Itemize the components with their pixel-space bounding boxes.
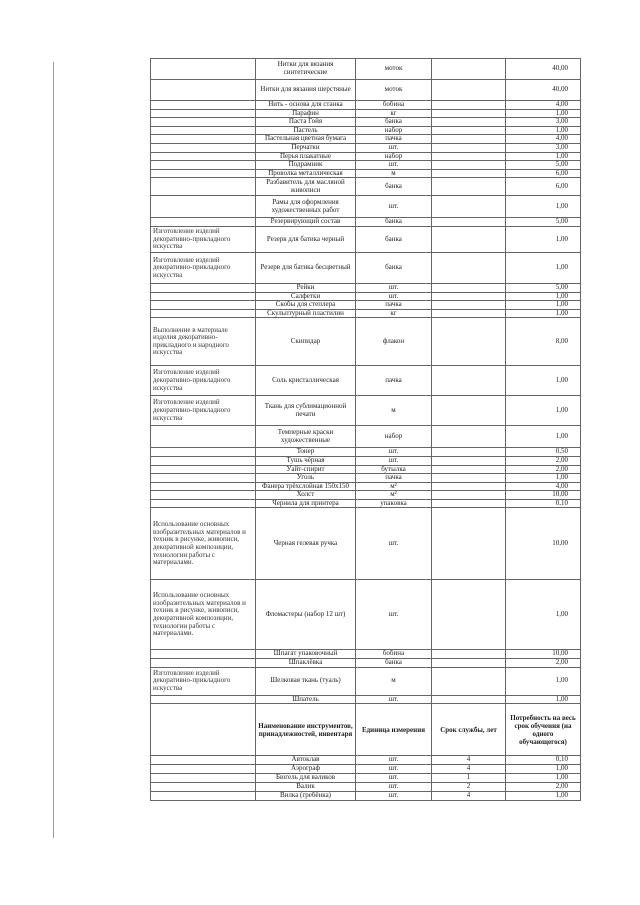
unit-cell: набор — [356, 126, 432, 135]
unit-cell: бобина — [356, 101, 432, 110]
table-row — [151, 482, 581, 491]
quantity-cell: 5,00 — [506, 218, 581, 227]
table-row — [151, 659, 581, 668]
table-row — [151, 59, 581, 80]
item-name-cell: Аэрограф — [256, 765, 356, 774]
item-name-cell: Подрамник — [256, 161, 356, 170]
item-name-cell: Рамы для оформления художественных работ — [256, 196, 356, 218]
service-life-cell — [432, 109, 506, 118]
unit-cell: шт. — [356, 783, 432, 792]
quantity-cell: 1,00 — [506, 126, 581, 135]
unit-cell: флакон — [356, 318, 432, 366]
quantity-cell: 40,00 — [506, 80, 581, 101]
unit-cell: шт. — [356, 456, 432, 465]
activity-cell — [151, 178, 256, 196]
quantity-cell: 4,00 — [506, 482, 581, 491]
quantity-cell: 2,00 — [506, 659, 581, 668]
quantity-cell: 10,00 — [506, 508, 581, 580]
item-name-cell: Валик — [256, 783, 356, 792]
quantity-cell: 1,00 — [506, 301, 581, 310]
activity-cell — [151, 196, 256, 218]
item-name-cell: Ткань для сублимационной печати — [256, 396, 356, 426]
item-name-cell: Черная гелевая ручка — [256, 508, 356, 580]
service-life-cell — [432, 169, 506, 178]
table-row — [151, 426, 581, 448]
item-name-cell: Уголь — [256, 474, 356, 483]
service-life-cell: 4 — [432, 756, 506, 765]
quantity-cell: 1,00 — [506, 196, 581, 218]
activity-cell — [151, 465, 256, 474]
service-life-cell — [432, 252, 506, 283]
materials-body — [151, 59, 581, 704]
table-row — [151, 667, 581, 695]
activity-cell — [151, 456, 256, 465]
activity-cell — [151, 448, 256, 457]
table-row — [151, 783, 581, 792]
unit-cell: шт. — [356, 143, 432, 152]
service-life-cell — [432, 448, 506, 457]
table-row — [151, 226, 581, 252]
item-name-cell: Скульптурный пластилин — [256, 309, 356, 318]
service-life-cell — [432, 135, 506, 144]
service-life-cell — [432, 101, 506, 110]
tools-header — [151, 704, 581, 756]
unit-cell: шт. — [356, 774, 432, 783]
table-row — [151, 126, 581, 135]
activity-cell — [151, 118, 256, 127]
item-name-cell: Фанера трёхслойная 150х150 — [256, 482, 356, 491]
unit-cell: упаковка — [356, 499, 432, 508]
activity-cell — [151, 101, 256, 110]
activity-cell — [151, 491, 256, 500]
activity-cell — [151, 650, 256, 659]
table-row — [151, 196, 581, 218]
table-row — [151, 118, 581, 127]
quantity-cell: 5,00 — [506, 283, 581, 292]
activity-cell — [151, 161, 256, 170]
activity-cell — [151, 218, 256, 227]
service-life-cell — [432, 118, 506, 127]
table-row — [151, 218, 581, 227]
unit-cell: банка — [356, 118, 432, 127]
table-row — [151, 252, 581, 283]
item-name-cell: Паста Гойя — [256, 118, 356, 127]
service-life-cell — [432, 178, 506, 196]
table-row — [151, 499, 581, 508]
item-name-cell: Нитки для вязания шерстяные — [256, 80, 356, 101]
table-row — [151, 580, 581, 650]
service-life-cell — [432, 218, 506, 227]
table-row — [151, 301, 581, 310]
item-name-cell: Автоклав — [256, 756, 356, 765]
table-row — [151, 774, 581, 783]
unit-cell: банка — [356, 218, 432, 227]
table-row — [151, 101, 581, 110]
item-name-cell: Вилка (гребёнка) — [256, 792, 356, 801]
item-name-cell: Скобы для степлера — [256, 301, 356, 310]
activity-cell — [151, 482, 256, 491]
table-row — [151, 765, 581, 774]
service-life-cell — [432, 283, 506, 292]
quantity-cell: 1,00 — [506, 580, 581, 650]
service-life-cell — [432, 650, 506, 659]
activity-cell: Выполнение в материале изделия декоративно-прикладного и народного искусства — [151, 318, 256, 366]
table-row — [151, 650, 581, 659]
activity-cell — [151, 59, 256, 80]
service-life-cell — [432, 659, 506, 668]
quantity-cell: 0,10 — [506, 756, 581, 765]
header-name: Наименование инструментов, принадлежностей, инвентаря — [256, 704, 356, 756]
quantity-cell: 1,00 — [506, 292, 581, 301]
service-life-cell — [432, 196, 506, 218]
service-life-cell — [432, 366, 506, 396]
table-row — [151, 309, 581, 318]
item-name-cell: Пастельная цветная бумага — [256, 135, 356, 144]
item-name-cell: Чернила для принтера — [256, 499, 356, 508]
quantity-cell: 8,00 — [506, 318, 581, 366]
service-life-cell — [432, 499, 506, 508]
item-name-cell: Фломастеры (набор 12 шт) — [256, 580, 356, 650]
item-name-cell: Салфетки — [256, 292, 356, 301]
table-row — [151, 695, 581, 704]
item-name-cell: Пастель — [256, 126, 356, 135]
unit-cell: м — [356, 169, 432, 178]
item-name-cell: Соль кристаллическая — [256, 366, 356, 396]
service-life-cell — [432, 226, 506, 252]
item-name-cell: Темперные краски художественные — [256, 426, 356, 448]
table-row — [151, 152, 581, 161]
unit-cell: банка — [356, 252, 432, 283]
activity-cell — [151, 474, 256, 483]
unit-cell: пачка — [356, 301, 432, 310]
table-row — [151, 292, 581, 301]
activity-cell — [151, 283, 256, 292]
quantity-cell: 1,00 — [506, 152, 581, 161]
unit-cell: кг — [356, 109, 432, 118]
service-life-cell: 2 — [432, 783, 506, 792]
table-row — [151, 448, 581, 457]
activity-cell — [151, 756, 256, 765]
item-name-cell: Шпагат упаковочный — [256, 650, 356, 659]
table-row — [151, 318, 581, 366]
unit-cell: шт. — [356, 448, 432, 457]
service-life-cell: 4 — [432, 792, 506, 801]
service-life-cell — [432, 456, 506, 465]
service-life-cell: 4 — [432, 765, 506, 774]
quantity-cell: 1,00 — [506, 667, 581, 695]
unit-cell: шт. — [356, 792, 432, 801]
activity-cell — [151, 169, 256, 178]
item-name-cell: Резерв для батика бесцветный — [256, 252, 356, 283]
header-cell-empty — [151, 704, 256, 756]
service-life-cell — [432, 59, 506, 80]
unit-cell: шт. — [356, 283, 432, 292]
unit-cell: банка — [356, 226, 432, 252]
unit-cell: пачка — [356, 474, 432, 483]
unit-cell: моток — [356, 80, 432, 101]
quantity-cell: 1,00 — [506, 252, 581, 283]
activity-cell — [151, 301, 256, 310]
unit-cell: шт. — [356, 765, 432, 774]
header-life: Срок службы, лет — [432, 704, 506, 756]
table-header-row — [151, 704, 581, 756]
table-row — [151, 169, 581, 178]
margin-line — [53, 62, 54, 838]
unit-cell: м² — [356, 491, 432, 500]
service-life-cell — [432, 126, 506, 135]
table-row — [151, 396, 581, 426]
quantity-cell: 2,00 — [506, 465, 581, 474]
table-row — [151, 109, 581, 118]
unit-cell: шт. — [356, 695, 432, 704]
table-row — [151, 135, 581, 144]
item-name-cell: Бюгель для валиков — [256, 774, 356, 783]
activity-cell — [151, 695, 256, 704]
item-name-cell: Тушь чёрная — [256, 456, 356, 465]
quantity-cell: 1,00 — [506, 474, 581, 483]
activity-cell: Изготовление изделий декоративно-прикладного искусства — [151, 396, 256, 426]
quantity-cell: 40,00 — [506, 59, 581, 80]
table-row — [151, 178, 581, 196]
item-name-cell: Разбавитель для масляной живописи — [256, 178, 356, 196]
unit-cell: банка — [356, 178, 432, 196]
unit-cell: шт. — [356, 196, 432, 218]
unit-cell: шт. — [356, 508, 432, 580]
activity-cell — [151, 109, 256, 118]
unit-cell: м² — [356, 482, 432, 491]
unit-cell: банка — [356, 659, 432, 668]
activity-cell — [151, 292, 256, 301]
activity-cell — [151, 774, 256, 783]
item-name-cell: Резерв для батика черный — [256, 226, 356, 252]
header-unit: Единица измерения — [356, 704, 432, 756]
service-life-cell — [432, 474, 506, 483]
activity-cell — [151, 783, 256, 792]
activity-cell — [151, 426, 256, 448]
unit-cell: набор — [356, 152, 432, 161]
item-name-cell: Нитки для вязания синтетические — [256, 59, 356, 80]
header-need: Потребность на весь срок обучения (на одного обучающегося) — [506, 704, 581, 756]
item-name-cell: Нить - основа для станка — [256, 101, 356, 110]
quantity-cell: 1,00 — [506, 792, 581, 801]
unit-cell: шт. — [356, 161, 432, 170]
unit-cell: набор — [356, 426, 432, 448]
table-row — [151, 491, 581, 500]
quantity-cell: 5,00 — [506, 161, 581, 170]
service-life-cell — [432, 695, 506, 704]
service-life-cell — [432, 301, 506, 310]
quantity-cell: 4,00 — [506, 135, 581, 144]
materials-table — [150, 58, 581, 801]
activity-cell — [151, 309, 256, 318]
quantity-cell: 0,10 — [506, 499, 581, 508]
unit-cell: бутылка — [356, 465, 432, 474]
quantity-cell: 10,00 — [506, 491, 581, 500]
activity-cell — [151, 765, 256, 774]
activity-cell: Использование основных изобразительных материалов и техник в рисунке, живописи, декоративной композиции, технологии работы с материалами. — [151, 580, 256, 650]
quantity-cell: 1,00 — [506, 109, 581, 118]
activity-cell — [151, 143, 256, 152]
item-name-cell: Холст — [256, 491, 356, 500]
quantity-cell: 6,00 — [506, 178, 581, 196]
item-name-cell: Парафин — [256, 109, 356, 118]
table-row — [151, 161, 581, 170]
tools-body — [151, 756, 581, 801]
item-name-cell: Проволка металлическая — [256, 169, 356, 178]
service-life-cell — [432, 309, 506, 318]
activity-cell — [151, 126, 256, 135]
item-name-cell: Уайт-спирит — [256, 465, 356, 474]
table-row — [151, 143, 581, 152]
unit-cell: бобина — [356, 650, 432, 659]
unit-cell: моток — [356, 59, 432, 80]
activity-cell — [151, 135, 256, 144]
service-life-cell — [432, 465, 506, 474]
quantity-cell: 1,00 — [506, 309, 581, 318]
item-name-cell: Тонер — [256, 448, 356, 457]
table-row — [151, 283, 581, 292]
unit-cell: пачка — [356, 135, 432, 144]
service-life-cell — [432, 318, 506, 366]
quantity-cell: 6,00 — [506, 169, 581, 178]
activity-cell: Изготовление изделий декоративно-прикладного искусства — [151, 226, 256, 252]
activity-cell — [151, 792, 256, 801]
quantity-cell: 1,00 — [506, 695, 581, 704]
quantity-cell: 0,50 — [506, 448, 581, 457]
item-name-cell: Шпатель — [256, 695, 356, 704]
quantity-cell: 3,00 — [506, 118, 581, 127]
item-name-cell: Рейки — [256, 283, 356, 292]
service-life-cell — [432, 152, 506, 161]
item-name-cell: Шпаклёвка — [256, 659, 356, 668]
item-name-cell: Шелковая ткань (туаль) — [256, 667, 356, 695]
unit-cell: м — [356, 667, 432, 695]
service-life-cell — [432, 508, 506, 580]
table-row — [151, 792, 581, 801]
table-row — [151, 465, 581, 474]
quantity-cell: 1,00 — [506, 426, 581, 448]
table-row — [151, 756, 581, 765]
service-life-cell — [432, 667, 506, 695]
quantity-cell: 2,00 — [506, 456, 581, 465]
table-row — [151, 474, 581, 483]
quantity-cell: 3,00 — [506, 143, 581, 152]
quantity-cell: 1,00 — [506, 396, 581, 426]
item-name-cell: Резервирующий состав — [256, 218, 356, 227]
service-life-cell — [432, 426, 506, 448]
service-life-cell — [432, 491, 506, 500]
quantity-cell: 1,00 — [506, 226, 581, 252]
activity-cell: Использование основных изобразительных материалов и техник в рисунке, живописи, декоративной композиции, технологии работы с материалами. — [151, 508, 256, 580]
unit-cell: шт. — [356, 580, 432, 650]
activity-cell: Изготовление изделий декоративно-прикладного искусства — [151, 366, 256, 396]
service-life-cell — [432, 580, 506, 650]
table-row — [151, 366, 581, 396]
service-life-cell — [432, 292, 506, 301]
unit-cell: шт. — [356, 756, 432, 765]
activity-cell — [151, 80, 256, 101]
service-life-cell — [432, 143, 506, 152]
quantity-cell: 2,00 — [506, 783, 581, 792]
item-name-cell: Скипидар — [256, 318, 356, 366]
service-life-cell — [432, 80, 506, 101]
item-name-cell: Перчатки — [256, 143, 356, 152]
unit-cell: кг — [356, 309, 432, 318]
unit-cell: пачка — [356, 366, 432, 396]
table-row — [151, 456, 581, 465]
table-row — [151, 508, 581, 580]
service-life-cell — [432, 161, 506, 170]
quantity-cell: 1,00 — [506, 366, 581, 396]
activity-cell: Изготовление изделий декоративно-прикладного искусства — [151, 252, 256, 283]
activity-cell — [151, 499, 256, 508]
quantity-cell: 1,00 — [506, 765, 581, 774]
quantity-cell: 4,00 — [506, 101, 581, 110]
activity-cell — [151, 152, 256, 161]
service-life-cell — [432, 396, 506, 426]
unit-cell: м — [356, 396, 432, 426]
activity-cell — [151, 659, 256, 668]
quantity-cell: 10,00 — [506, 650, 581, 659]
activity-cell: Изготовление изделий декоративно-прикладного искусства — [151, 667, 256, 695]
table-row — [151, 80, 581, 101]
service-life-cell — [432, 482, 506, 491]
quantity-cell: 1,00 — [506, 774, 581, 783]
unit-cell: шт. — [356, 292, 432, 301]
service-life-cell: 1 — [432, 774, 506, 783]
item-name-cell: Перья плакатные — [256, 152, 356, 161]
